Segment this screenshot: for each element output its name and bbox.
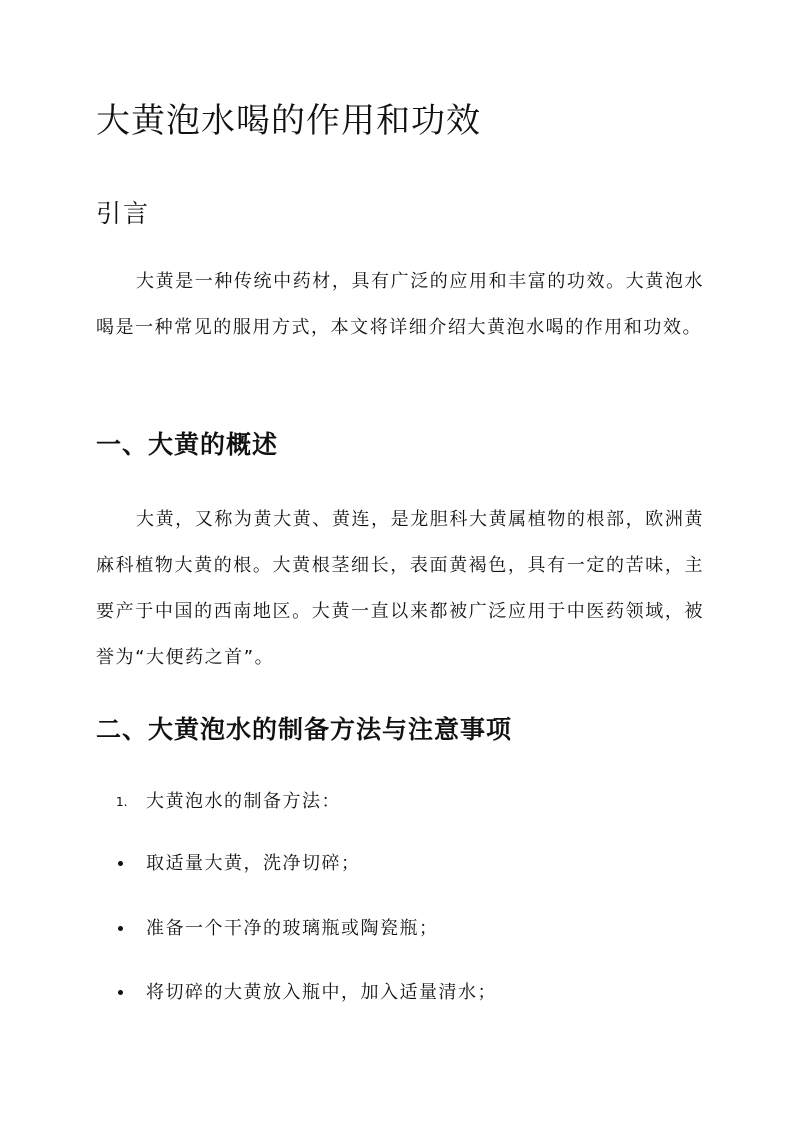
bullet-item-text: 取适量大黄，洗净切碎； [146,853,361,874]
bullet-list-item [116,978,497,1008]
numbered-list-item [116,787,341,817]
list-item-text: 大黄泡水的制备方法： [146,791,341,812]
section-heading-preparation: 二、大黄泡水的制备方法与注意事项 [96,715,513,744]
bullet-item-text: 准备一个干净的玻璃瓶或陶瓷瓶； [146,918,439,939]
list-number: 1. [116,795,128,809]
document-title: 大黄泡水喝的作用和功效 [96,101,481,141]
section-paragraph-overview: 大黄，又称为黄大黄、黄连，是龙胆科大黄属植物的根部，欧洲黄麻科植物大黄的根。大黄根茎细长，表面黄褐色，具有一定的苦味，主要产于中国的西南地区。大黄一直以来都被广泛应用于中医药领域，被誉为“大便药之首”。 [96,509,704,668]
section-heading-intro: 引言 [96,199,151,228]
section-heading-overview: 一、大黄的概述 [96,430,279,459]
bullet-dot-icon [118,926,123,931]
bullet-list-item [116,849,361,879]
bullet-list-item [116,914,439,944]
bullet-dot-icon [118,861,123,866]
bullet-item-text: 将切碎的大黄放入瓶中，加入适量清水； [146,982,497,1003]
bullet-dot-icon [118,990,123,995]
section-paragraph-intro: 大黄是一种传统中药材，具有广泛的应用和丰富的功效。大黄泡水喝是一种常见的服用方式，本文将详细介绍大黄泡水喝的作用和功效。 [96,271,704,338]
